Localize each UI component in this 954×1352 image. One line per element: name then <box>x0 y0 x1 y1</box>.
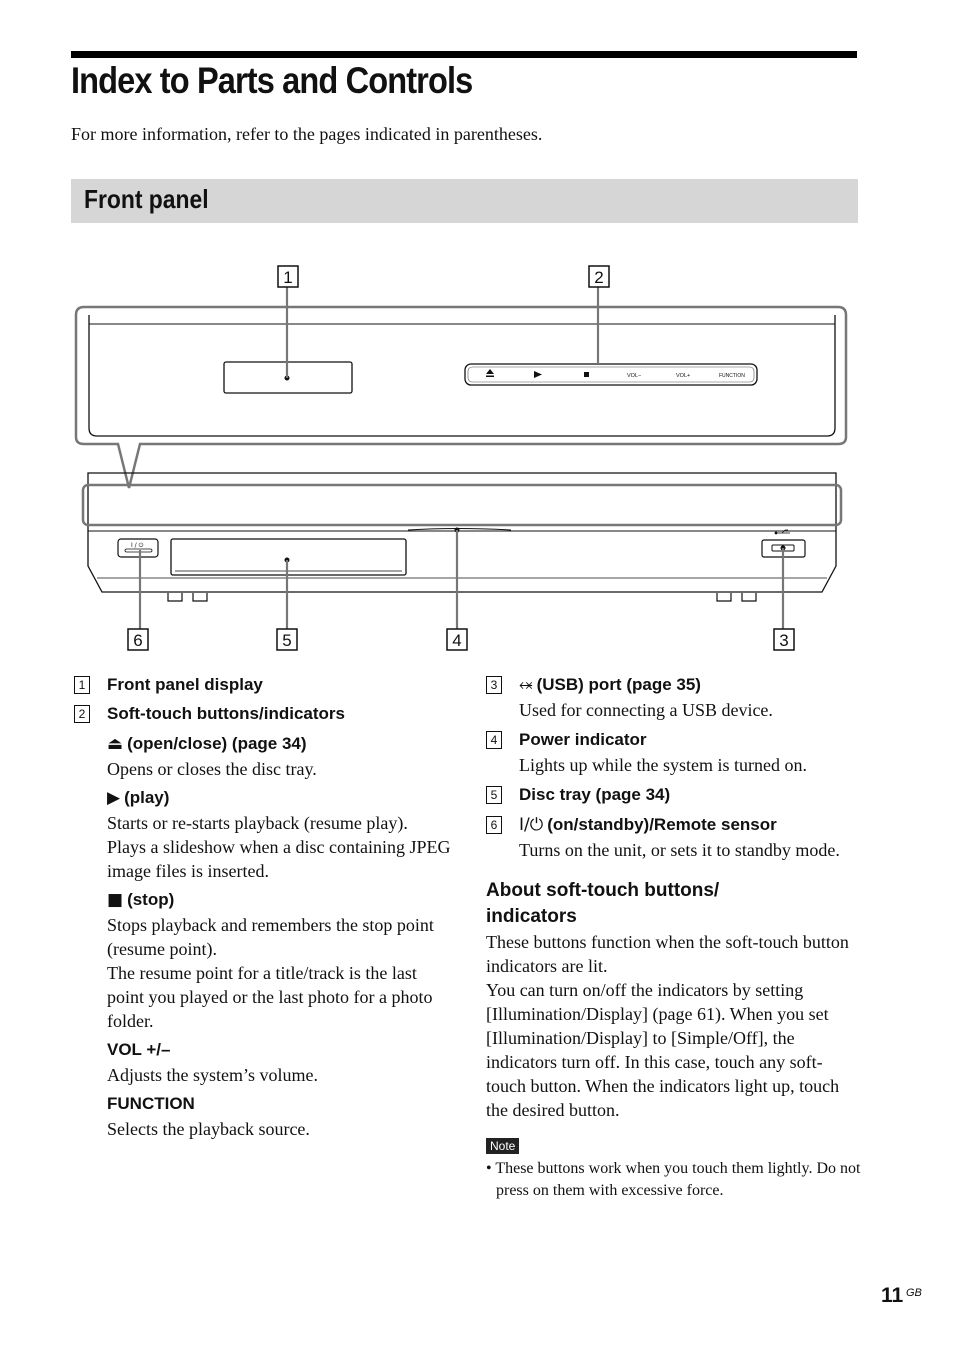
zoom-callout-frame <box>76 307 846 488</box>
function-label: FUNCTION <box>719 373 745 379</box>
callout-5 <box>277 629 297 650</box>
vol-plus-label: VOL+ <box>676 373 691 379</box>
function-desc: Selects the playback source. <box>107 1119 310 1139</box>
item-number: 2 <box>74 705 90 723</box>
usb-icon: ⬾ <box>519 675 533 695</box>
item-number: 4 <box>486 731 502 749</box>
right-column <box>486 672 861 1202</box>
callout-1 <box>278 266 298 287</box>
section-header <box>71 179 858 223</box>
vol-minus-label: VOL− <box>627 373 642 379</box>
list-item <box>74 672 454 698</box>
svg-text:3: 3 <box>779 631 789 650</box>
svg-text:2: 2 <box>594 268 604 287</box>
item-number: 3 <box>486 676 502 694</box>
power-button-label: I / ⏻ <box>131 542 144 549</box>
vol-desc: Adjusts the system’s volume. <box>107 1065 318 1085</box>
stop-icon <box>584 372 589 377</box>
page-title: Index to Parts and Controls <box>71 60 473 101</box>
title-rule <box>71 51 857 58</box>
item-number: 5 <box>486 786 502 804</box>
list-item <box>486 782 861 808</box>
list-item <box>486 727 861 777</box>
item-label: Front panel display <box>107 675 263 694</box>
section-title: Front panel <box>84 184 209 214</box>
left-column <box>74 672 454 1141</box>
page-suffix: GB <box>906 1287 922 1299</box>
about-para-1: These buttons function when the soft-touch button indicators are lit. <box>486 932 849 976</box>
eject-desc: Opens or closes the disc tray. <box>107 759 317 779</box>
item-label: (USB) port (page 35) <box>536 675 701 694</box>
eject-term: ⏏ (open/close) (page 34) <box>107 734 307 754</box>
unit-feet <box>168 593 756 601</box>
callout-4 <box>447 629 467 650</box>
stop-term: ■ (stop) <box>107 890 175 910</box>
stop-icon: ■ <box>107 890 124 910</box>
disc-tray <box>171 539 406 575</box>
callout-6 <box>128 629 148 650</box>
note-text: • These buttons work when you touch them lightly. Do not press on them with excessive force. <box>486 1160 861 1199</box>
stop-desc-1: Stops playback and remembers the stop point (resume point). <box>107 915 434 959</box>
item-label: Soft-touch buttons/indicators <box>107 704 345 723</box>
callout-3 <box>774 629 794 650</box>
function-term: FUNCTION <box>107 1094 195 1113</box>
item-number: 1 <box>74 676 90 694</box>
svg-text:4: 4 <box>452 631 462 650</box>
item-number: 6 <box>486 816 502 834</box>
list-item <box>74 701 454 1141</box>
eject-icon: ⏏ <box>107 734 124 754</box>
callout-2 <box>589 266 609 287</box>
list-item <box>486 812 861 862</box>
power-indicator-line <box>408 529 511 531</box>
item-label: (on/standby)/Remote sensor <box>547 815 777 834</box>
play-desc-1: Starts or re-starts playback (resume play). <box>107 813 408 833</box>
svg-text:6: 6 <box>133 631 143 650</box>
item-label: Disc tray (page 34) <box>519 785 671 804</box>
vol-term: VOL +/– <box>107 1040 171 1059</box>
play-icon: ▶ <box>107 788 121 808</box>
svg-text:1: 1 <box>283 268 293 287</box>
play-term: ▶ (play) <box>107 788 170 808</box>
item-label: Power indicator <box>519 730 647 749</box>
top-strip-highlight <box>83 485 841 525</box>
power-icon: I/⏻ <box>519 815 544 835</box>
item-desc: Used for connecting a USB device. <box>519 700 773 720</box>
page-number: 11 <box>881 1284 904 1307</box>
about-para-2: You can turn on/off the indicators by setting [Illumination/Display] (page 61). When you set [Illumination/Display] to [Simple/Off], the indicators turn off. In this case, touch any soft-touch button. When the indicators light up, touch the desired button. <box>486 980 840 1120</box>
stop-desc-2: The resume point for a title/track is the last point you played or the last photo for a photo folder. <box>107 963 433 1031</box>
list-item <box>486 672 861 722</box>
svg-text:5: 5 <box>282 631 292 650</box>
front-panel-diagram <box>0 255 954 655</box>
item-desc: Turns on the unit, or sets it to standby mode. <box>519 840 840 860</box>
about-heading: About soft-touch buttons/ indicators <box>486 880 720 927</box>
intro-text: For more information, refer to the pages indicated in parentheses. <box>71 124 543 144</box>
note-badge: Note <box>486 1138 519 1154</box>
item-desc: Lights up while the system is turned on. <box>519 755 807 775</box>
play-desc-2: Plays a slideshow when a disc containing JPEG image files is inserted. <box>107 837 451 881</box>
